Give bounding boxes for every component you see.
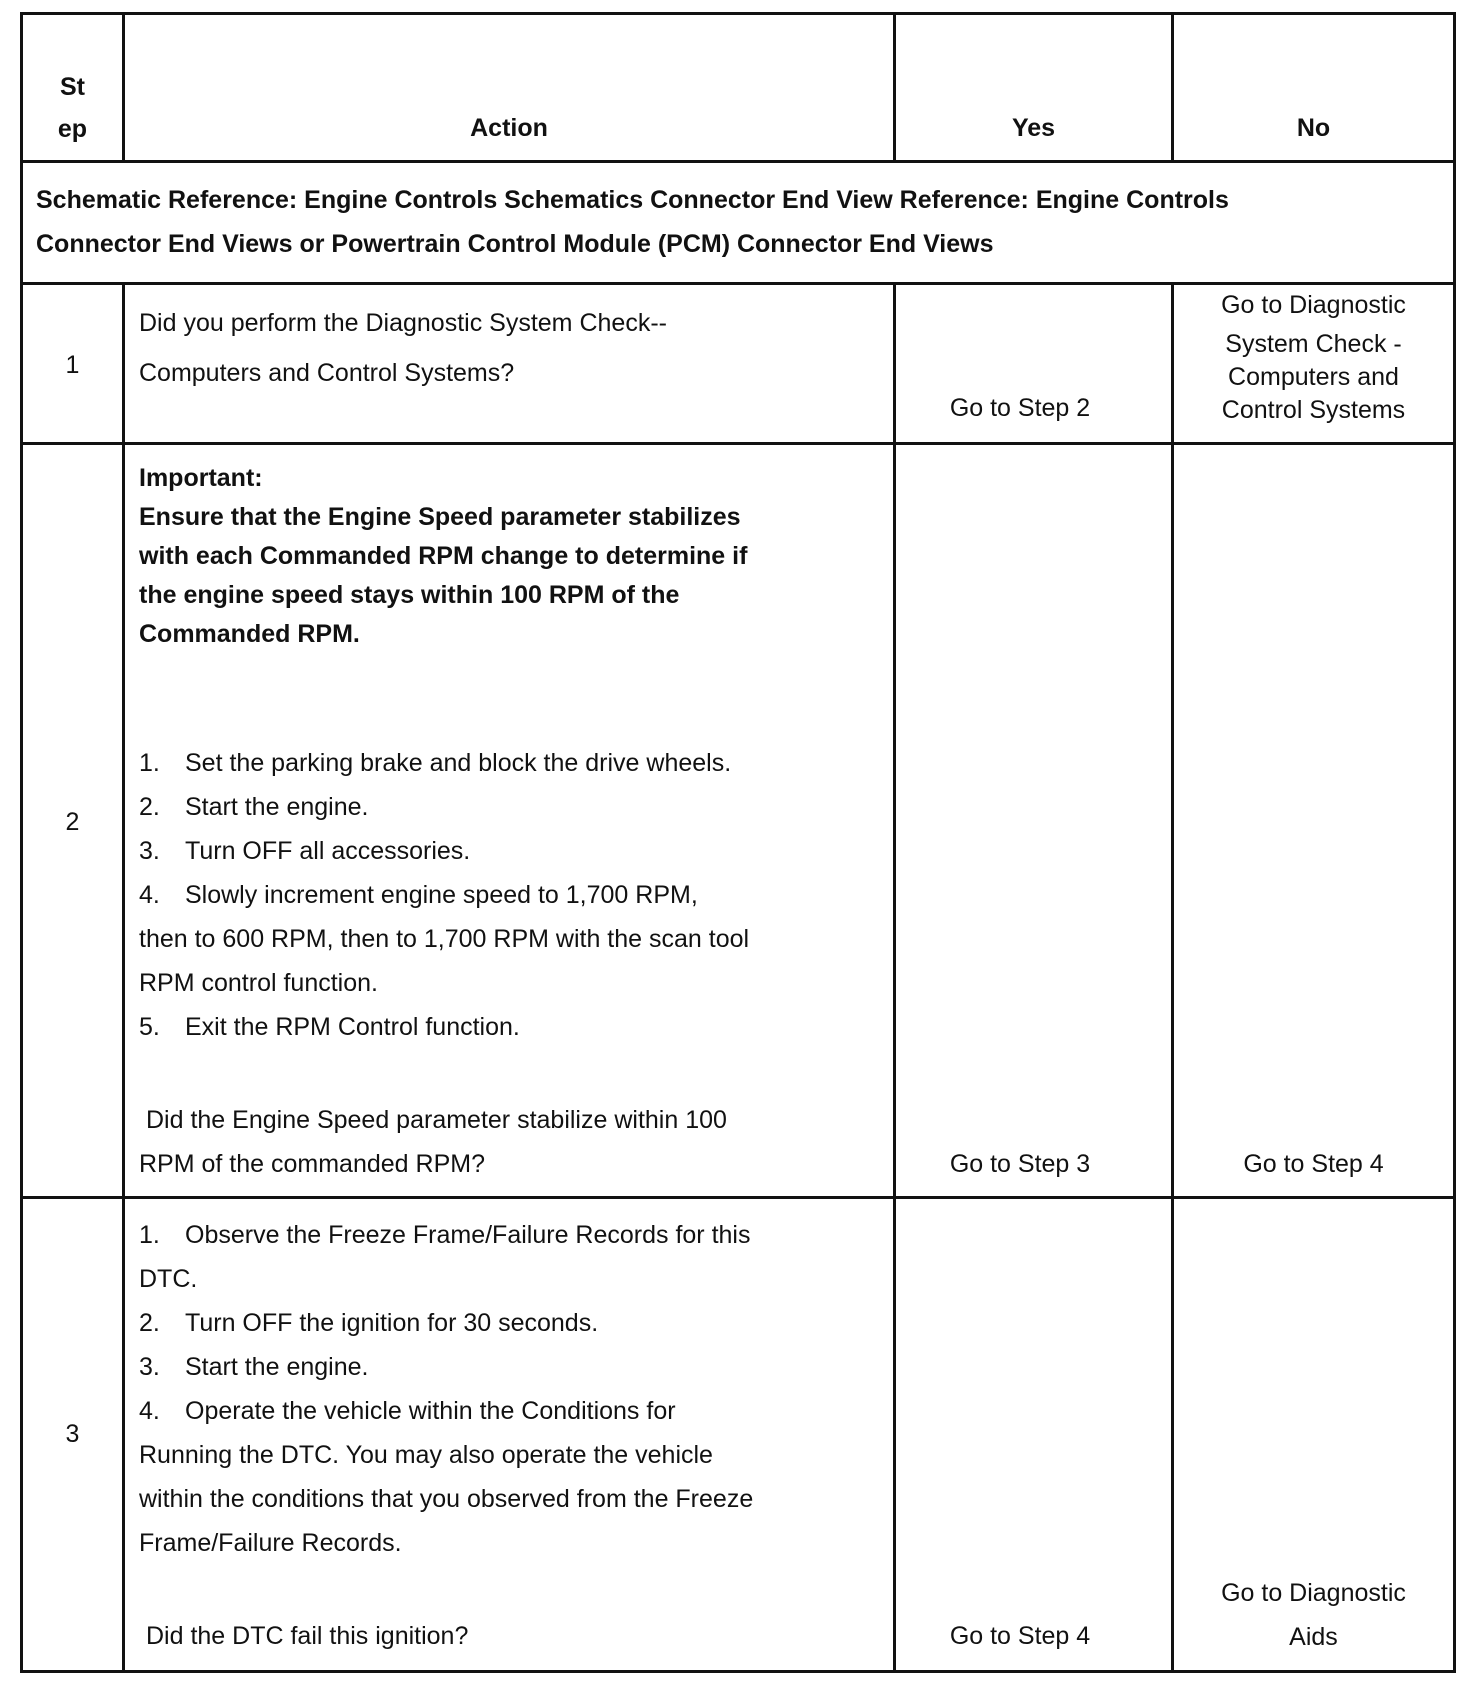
row3-steps-list [139,1213,889,1565]
list-item-continued: Running the DTC. You may also operate the vehicle [139,1441,713,1469]
row2-action [139,458,879,654]
border-top [20,12,1456,15]
border-bottom [20,1670,1456,1673]
list-item: 1. Set the parking brake and block the drive wheels. [139,749,732,777]
list-item-continued: RPM control function. [139,969,378,997]
row2-question-line1: Did the Engine Speed parameter stabilize within 100 [146,1106,727,1134]
header-no: No [1296,114,1331,142]
reference-line2: Connector End Views or Powertrain Control Module (PCM) Connector End Views [36,230,994,258]
reference-line1: Schematic Reference: Engine Controls Schematics Connector End View Reference: Engine Controls [36,186,1229,214]
row1-yes: Go to Step 2 [949,394,1091,422]
header-step-line2: ep [57,115,88,143]
row1-action [139,298,879,398]
header-step [23,66,122,150]
row3-yes: Go to Step 4 [949,1622,1091,1650]
border-right [1453,12,1456,1673]
row2-important-line4: Commanded RPM. [139,620,360,648]
list-item: 1. Observe the Freeze Frame/Failure Records for this [139,1221,751,1249]
col-divider-step-body [122,282,125,1673]
row1-step: 1 [65,351,80,379]
row2-important-line2: with each Commanded RPM change to determine if [139,542,748,570]
row3-question: Did the DTC fail this ignition? [146,1622,469,1650]
list-item: 4. Operate the vehicle within the Conditions for [139,1397,676,1425]
row1-no [1174,283,1453,427]
header-action: Action [470,114,548,142]
list-item: 2. Turn OFF the ignition for 30 seconds. [139,1309,599,1337]
list-item: 2. Start the engine. [139,793,369,821]
row1-bottom-line [20,442,1456,445]
row2-question-line2: RPM of the commanded RPM? [139,1150,485,1178]
row3-step: 3 [65,1420,80,1448]
col-divider-action-body [893,282,896,1673]
row1-no-line4: Control Systems [1221,396,1406,424]
row2-step: 2 [65,808,80,836]
row1-action-line2: Computers and Control Systems? [139,359,515,387]
row2-question [139,1098,889,1186]
list-item: 5. Exit the RPM Control function. [139,1013,520,1041]
row2-steps-list [139,741,889,1049]
col-divider-yes-body [1171,282,1174,1673]
row3-no-line2: Aids [1289,1623,1338,1651]
row2-yes: Go to Step 3 [949,1150,1091,1178]
row1-no-line3: Computers and [1228,363,1399,391]
list-item-continued: Frame/Failure Records. [139,1529,402,1557]
row2-important-line1: Ensure that the Engine Speed parameter stabilizes [139,503,741,531]
row1-action-line1: Did you perform the Diagnostic System Check-- [139,309,667,337]
list-item: 4. Slowly increment engine speed to 1,700 RPM, [139,881,698,909]
schematic-reference [36,178,1446,266]
row3-no-line1: Go to Diagnostic [1221,1579,1406,1607]
list-item-continued: DTC. [139,1265,198,1293]
row2-no: Go to Step 4 [1243,1150,1384,1178]
row2-important-line3: the engine speed stays within 100 RPM of the [139,581,680,609]
list-item: 3. Turn OFF all accessories. [139,837,471,865]
list-item-continued: within the conditions that you observed from the Freeze [139,1485,754,1513]
row1-no-line2: System Check - [1225,330,1402,358]
row2-important-label: Important: [139,464,263,492]
list-item-continued: then to 600 RPM, then to 1,700 RPM with the scan tool [139,925,750,953]
header-yes: Yes [1011,114,1056,142]
list-item: 3. Start the engine. [139,1353,369,1381]
row1-no-line1: Go to Diagnostic [1221,291,1406,319]
header-step-line1: St [60,73,85,101]
header-bottom-line [20,160,1456,163]
row2-bottom-line [20,1196,1456,1199]
row3-no [1174,1571,1453,1659]
